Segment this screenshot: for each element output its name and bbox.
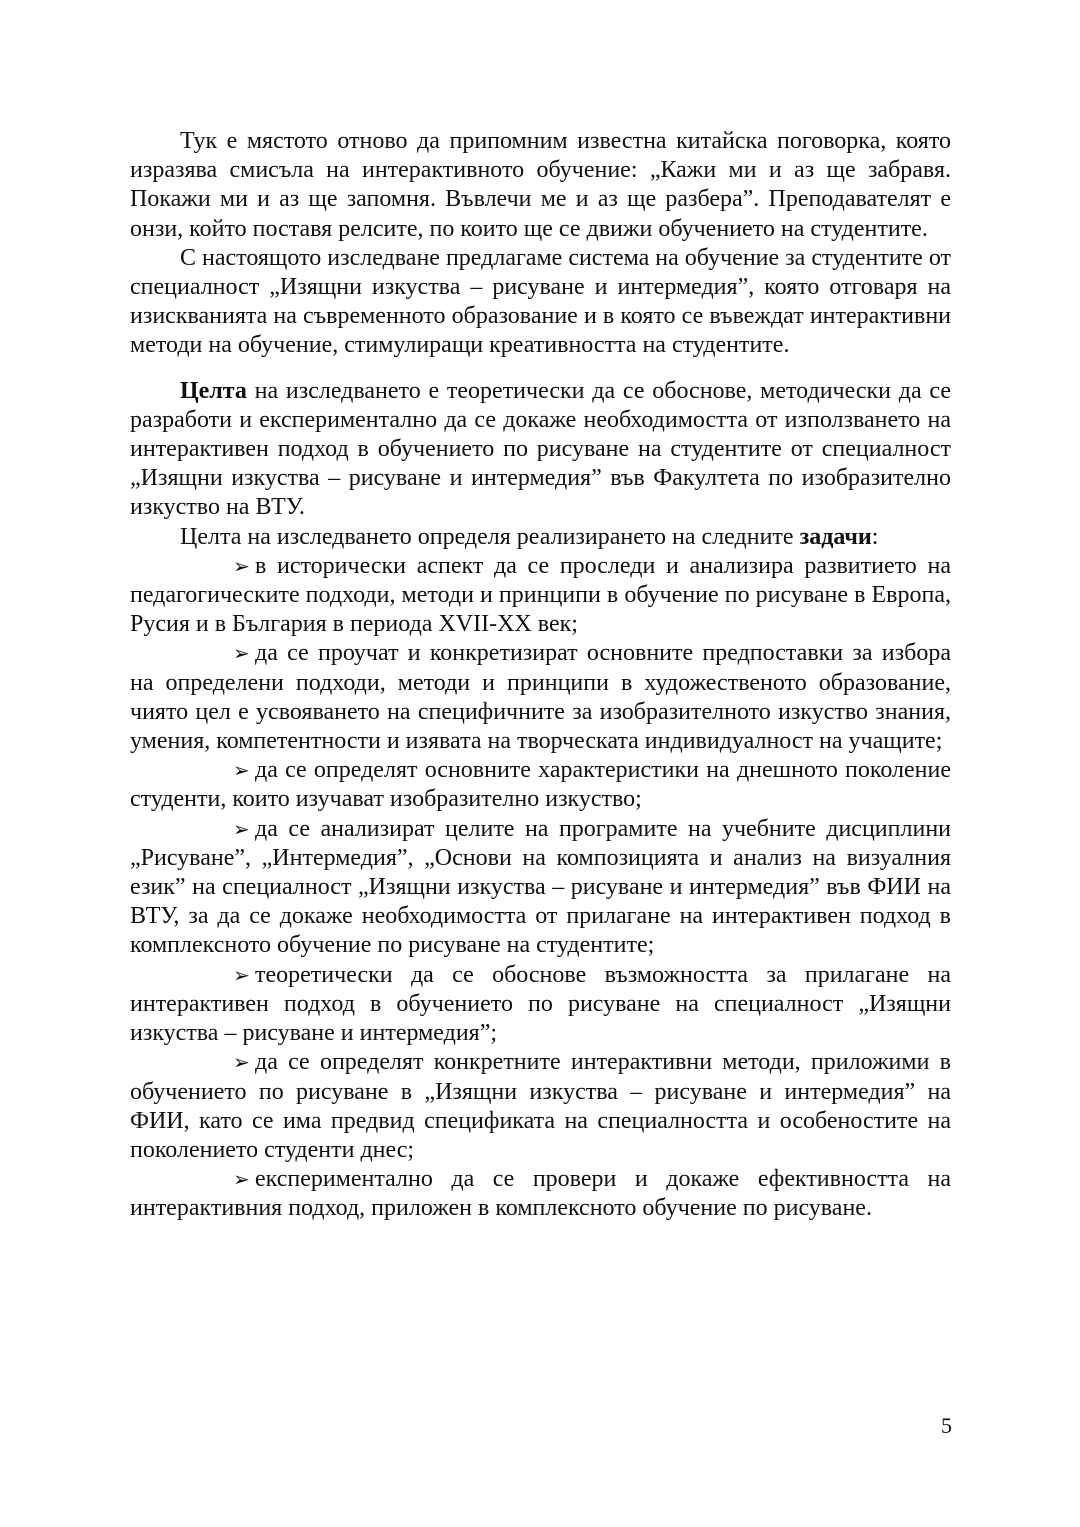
task-text: в исторически аспект да се проследи и анализира развитието на педагогическите подходи, методи и принципи в обучение по рисуване в Европа, Русия и в България в периода XVII-XX век; <box>130 552 951 638</box>
document-body <box>130 127 951 1224</box>
task-text: да се анализират целите на програмите на учебните дисциплини „Рисуване”, „Интермедия”, „Основи на композицията и анализ на визуалния език” на специалност „Изящни изкуства – рисуване и интермедия” във ФИИ на ВТУ, за да се докаже необходимостта от прилагане на интерактивен подход в комплексното обучение по рисуване на студентите; <box>130 815 951 959</box>
tasks-term: задачи <box>799 523 872 550</box>
arrowhead-bullet-icon: ➢ <box>233 641 250 666</box>
task-list <box>130 552 951 1224</box>
tasks-intro-text: Целта на изследването определя реализирането на следните <box>180 523 800 550</box>
list-item <box>130 961 951 1049</box>
goal-term: Целта <box>180 377 247 404</box>
task-text: експериментално да се провери и докаже ефективността на интерактивния подход, приложен в комплексното обучение по рисуване. <box>130 1166 951 1222</box>
arrowhead-bullet-icon: ➢ <box>233 758 250 783</box>
arrowhead-bullet-icon: ➢ <box>233 1050 250 1075</box>
paragraph-system: С настоящото изследване предлагаме система на обучение за студентите от специалност „Изящни изкуства – рисуване и интермедия”, която отговаря на изискванията на съвременното образование и в която се въвеждат интерактивни методи на обучение, стимулиращи креативността на студентите. <box>130 244 951 359</box>
list-item <box>130 756 951 814</box>
paragraph-goal <box>130 377 951 523</box>
list-item <box>130 815 951 961</box>
tasks-intro-colon: : <box>871 523 879 550</box>
page-number: 5 <box>941 1413 952 1438</box>
list-item <box>130 552 951 640</box>
task-text: да се определят основните характеристики на днешното поколение студенти, които изучават изобразително изкуство; <box>130 757 951 813</box>
arrowhead-bullet-icon: ➢ <box>233 962 250 987</box>
arrowhead-bullet-icon: ➢ <box>233 1167 250 1192</box>
task-text: теоретически да се обоснове възможността за прилагане на интерактивен подход в обучението по рисуване на специалност „Изящни изкуства – рисуване и интермедия”; <box>130 961 951 1047</box>
task-text: да се проучат и конкретизират основните предпоставки за избора на определени подходи, методи и принципи в художественото образование, чиято цел е усвояването на специфичните за изобразителното изкуство знания, умения, компетентности и изявата на творческата индивидуалност на учащите; <box>130 640 951 755</box>
goal-text: на изследването е теоретически да се обоснове, методически да се разработи и експериментално да се докаже необходимостта от използването на интерактивен подход в обучението по рисуване на студентите от специалност „Изящни изкуства – рисуване и интермедия” във Факултета по изобразително изкуство на ВТУ. <box>130 377 951 521</box>
arrowhead-bullet-icon: ➢ <box>233 816 250 841</box>
list-item <box>130 1165 951 1223</box>
list-item <box>130 639 951 756</box>
arrowhead-bullet-icon: ➢ <box>233 553 250 578</box>
paragraph-proverb: Тук е мястото отново да припомним известна китайска поговорка, която изразява смисъла на интерактивното обучение: „Кажи ми и аз ще забравя. Покажи ми и аз ще запомня. Въвлечи ме и аз ще разбера”. Преподавателят е онзи, който поставя релсите, по които ще се движи обучението на студентите. <box>130 128 951 242</box>
task-text: да се определят конкретните интерактивни методи, приложими в обучението по рисуване в „Изящни изкуства – рисуване и интермедия” на ФИИ, като се има предвид спецификата на специалността и особеностите на поколението студенти днес; <box>130 1049 951 1163</box>
tasks-intro <box>130 523 951 552</box>
list-item <box>130 1048 951 1165</box>
